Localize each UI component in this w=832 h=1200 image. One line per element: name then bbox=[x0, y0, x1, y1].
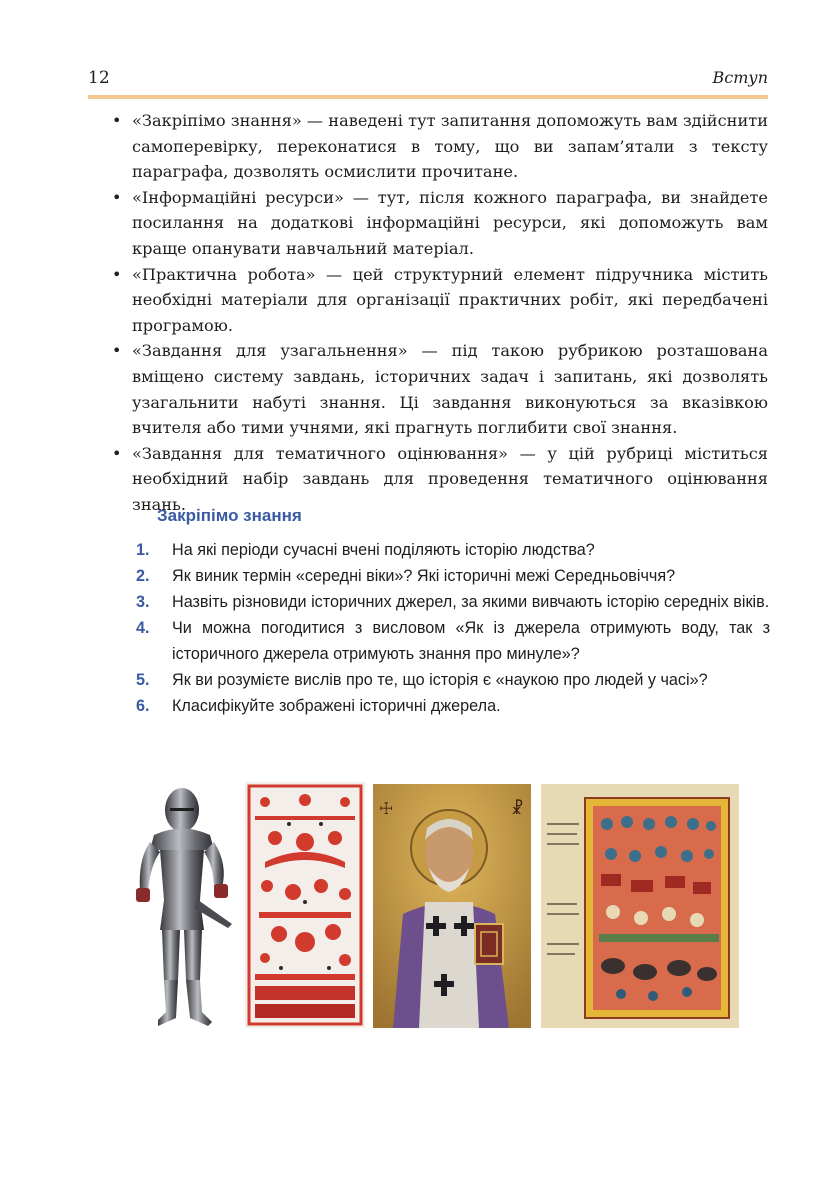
list-item-text: «Інформаційні ресурси» — тут, після кожного параграфа, ви знайдете посилання на додаткові інформаційні ресурси, які допоможуть вам краще опанувати навчальний матеріал. bbox=[132, 187, 768, 258]
byzantine-icon-image bbox=[373, 784, 531, 1028]
embroidered-towel-image bbox=[245, 782, 365, 1028]
header-divider bbox=[88, 95, 768, 99]
bullet-icon: • bbox=[112, 443, 122, 463]
question-text: Як виник термін «середні віки»? Які історичні межі Середньовіччя? bbox=[172, 567, 676, 585]
question-item bbox=[136, 537, 770, 563]
rubric-list bbox=[112, 108, 768, 518]
question-text: На які періоди сучасні вчені поділяють історію людства? bbox=[172, 541, 595, 559]
question-item bbox=[136, 667, 770, 693]
question-number: 6. bbox=[136, 697, 150, 715]
question-item bbox=[136, 693, 770, 719]
question-text: Як ви розумієте вислів про те, що історія є «наукою про людей у часі»? bbox=[172, 671, 708, 689]
list-item bbox=[112, 185, 768, 262]
question-text: Чи можна погодитися з висловом «Як із джерела отримують воду, так з історичного джерела отримують знання про минуле»? bbox=[172, 619, 770, 663]
svg-text:☩: ☩ bbox=[379, 799, 394, 818]
review-section-title: Закріпімо знання bbox=[157, 506, 302, 525]
bullet-icon: • bbox=[112, 341, 122, 361]
bullet-icon: • bbox=[112, 264, 122, 284]
question-number: 3. bbox=[136, 593, 150, 611]
question-text: Назвіть різновиди історичних джерел, за якими вивчають історію середніх віків. bbox=[172, 593, 770, 611]
question-item bbox=[136, 563, 770, 589]
list-item bbox=[112, 262, 768, 339]
section-name: Вступ bbox=[712, 68, 768, 87]
list-item bbox=[112, 338, 768, 440]
manuscript-page-image bbox=[541, 784, 739, 1028]
svg-text:☧: ☧ bbox=[511, 799, 524, 818]
question-text: Класифікуйте зображені історичні джерела. bbox=[172, 697, 501, 715]
question-item bbox=[136, 589, 770, 615]
list-item-text: «Завдання для узагальнення» — під такою рубрикою розташована вміщено систему завдань, історичних задач і запитань, які дозволять узагальнити набуті знання. Ці завдання виконуються за вказівкою вчителя або тими учнями, які прагнуть поглибити свої знання. bbox=[132, 341, 768, 438]
list-item-text: «Практична робота» — цей структурний елемент підручника містить необхідні матеріали для організації практичних робіт, які передбачені програмою. bbox=[132, 264, 768, 335]
page-number: 12 bbox=[88, 68, 110, 88]
list-item bbox=[112, 108, 768, 185]
bullet-icon: • bbox=[112, 187, 122, 207]
question-number: 2. bbox=[136, 567, 150, 585]
question-number: 4. bbox=[136, 619, 150, 637]
review-questions bbox=[136, 537, 770, 719]
question-number: 1. bbox=[136, 541, 150, 559]
knight-armor-image bbox=[128, 780, 236, 1030]
page-header bbox=[88, 66, 768, 94]
question-item bbox=[136, 615, 770, 667]
list-item-text: «Закріпімо знання» — наведені тут запитання допоможуть вам здійснити самоперевірку, переконатися в тому, що ви запам’ятали з тексту параграфа, дозволять осмислити прочитане. bbox=[132, 111, 768, 182]
list-item-text: «Завдання для тематичного оцінювання» — у цій рубриці міститься необхідний набір завдань для проведення тематичного оцінювання знань. bbox=[132, 443, 768, 514]
question-number: 5. bbox=[136, 671, 150, 689]
bullet-icon: • bbox=[112, 111, 122, 130]
